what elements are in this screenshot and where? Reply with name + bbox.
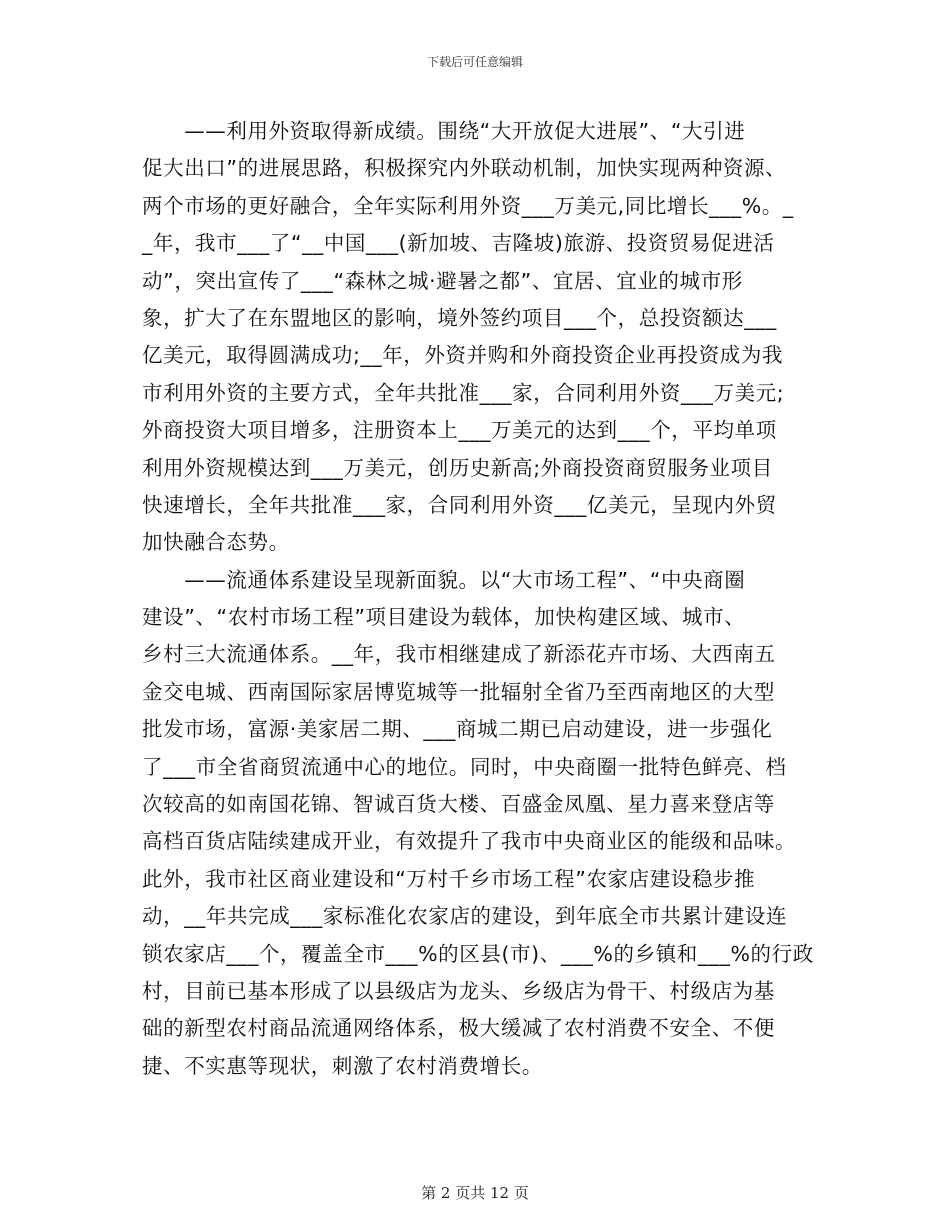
page-header: 下载后可任意编辑 [426,55,523,69]
text-line: ——流通体系建设呈现新面貌。以“大市场工程”、“中央商圈 [142,567,746,592]
text-line: 外商投资大项目增多，注册资本上___万美元的达到___个，平均单项 [142,418,777,443]
text-line: 了___市全省商贸流通中心的地位。同时，中央商圈一批特色鲜亮、档 [142,754,787,779]
text-line: 础的新型农村商品流通网络体系，极大缓减了农村消费不安全、不便 [142,1016,775,1041]
text-line: 动，__年共完成___家标准化农家店的建设，到年底全市共累计建设连 [142,904,788,929]
text-line: 利用外资规模达到___万美元，创历史新高;外商投资商贸服务业项目 [142,455,773,480]
text-line: 建设”、“农村市场工程”项目建设为载体，加快构建区域、城市、 [142,605,746,630]
text-line: 锁农家店___个，覆盖全市___%的区县(市)、___%的乡镇和___%的行政 [142,941,814,966]
page-number: 第 2 页共 12 页 [421,1184,529,1202]
text-line: 两个市场的更好融合，全年实际利用外资___万美元,同比增长___%。_ [142,193,794,218]
text-line: 加快融合态势。 [142,530,290,555]
text-line: 次较高的如南国花锦、智诚百货大楼、百盛金凤凰、星力喜来登店等 [142,792,775,817]
text-line: 快速增长，全年共批准___家，合同利用外资___亿美元，呈现内外贸 [142,492,777,517]
text-line: 此外，我市社区商业建设和“万村千乡市场工程”农家店建设稳步推 [142,866,756,891]
text-line: 乡村三大流通体系。__年，我市相继建成了新添花卉市场、大西南五 [142,642,776,667]
text-line: _年，我市___了“__中国___(新加坡、吉隆坡)旅游、投资贸易促进活 [142,231,775,256]
text-line: 亿美元，取得圆满成功;__年，外资并购和外商投资企业再投资成为我 [142,343,784,368]
text-line: 批发市场，富源·美家居二期、___商城二期已启动建设，进一步强化 [142,717,773,742]
text-line: ——利用外资取得新成绩。围绕“大开放促大进展”、“大引进 [142,119,746,143]
text-line: 村，目前已基本形成了以县级店为龙头、乡级店为骨干、村级店为基 [142,978,775,1003]
text-line: 促大出口”的进展思路，积极探究内外联动机制，加快实现两种资源、 [142,156,787,181]
text-line: 金交电城、西南国际家居博览城等一批辐射全省乃至西南地区的大型 [142,679,775,704]
text-line: 动”，突出宣传了___“森林之城·避暑之都”、宜居、宜业的城市形 [142,268,743,293]
text-line: 市利用外资的主要方式，全年共批准___家，合同利用外资___万美元; [142,380,785,405]
text-line: 象，扩大了在东盟地区的影响，境外签约项目___个，总投资额达___ [142,305,777,330]
text-line: 捷、不实惠等现状，刺激了农村消费增长。 [142,1053,543,1078]
text-line: 高档百货店陆续建成开业，有效提升了我市中央商业区的能级和品味。 [142,829,797,854]
document-body [142,113,814,1085]
